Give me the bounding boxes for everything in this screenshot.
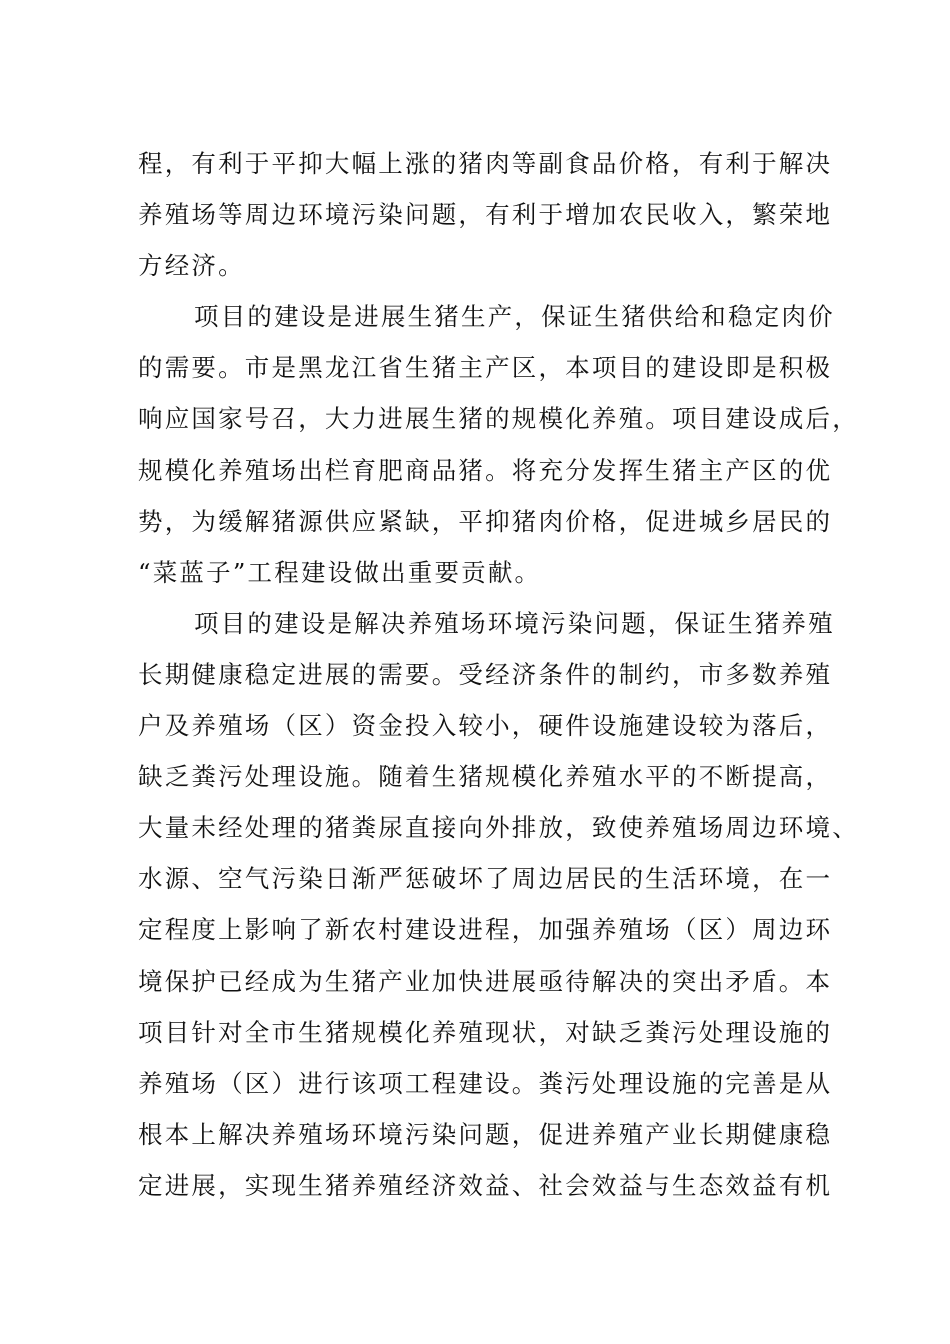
text-line: 定进展，实现生猪养殖经济效益、社会效益与生态效益有机 <box>138 1170 833 1200</box>
text-line: 境保护已经成为生猪产业加快进展亟待解决的突出矛盾。本 <box>138 966 833 996</box>
text-line: 定程度上影响了新农村建设进程，加强养殖场（区）周边环 <box>138 915 833 945</box>
text-line: 规模化养殖场出栏育肥商品猪。将充分发挥生猪主产区的优 <box>138 455 833 485</box>
text-line: 养殖场等周边环境污染问题，有利于增加农民收入，繁荣地 <box>138 200 833 230</box>
paragraph-3 <box>138 598 859 1211</box>
paragraph-1 <box>138 138 833 291</box>
text-line: 方经济。 <box>138 251 245 281</box>
text-line: 根本上解决养殖场环境污染问题，促进养殖产业长期健康稳 <box>138 1119 833 1149</box>
text-line: 项目的建设是解决养殖场环境污染问题，保证生猪养殖 <box>194 608 835 638</box>
text-line: 缺乏粪污处理设施。随着生猪规模化养殖水平的不断提高， <box>138 762 833 792</box>
text-line: 长期健康稳定进展的需要。受经济条件的制约，市多数养殖 <box>138 659 833 689</box>
text-line: “菜蓝子”工程建设做出重要贡献。 <box>138 557 542 587</box>
text-line: 项目的建设是进展生猪生产，保证生猪供给和稳定肉价 <box>194 302 835 332</box>
text-line: 响应国家号召，大力进展生猪的规模化养殖。项目建设成后， <box>138 404 859 434</box>
text-line: 程，有利于平抑大幅上涨的猪肉等副食品价格，有利于解决 <box>138 149 833 178</box>
text-line: 养殖场（区）进行该项工程建设。粪污处理设施的完善是从 <box>138 1068 833 1098</box>
text-line: 势，为缓解猪源供应紧缺，平抑猪肉价格，促进城乡居民的 <box>138 506 833 536</box>
text-line: 户及养殖场（区）资金投入较小，硬件设施建设较为落后， <box>138 711 833 741</box>
paragraph-2 <box>138 291 859 598</box>
text-line: 的需要。市是黑龙江省生猪主产区，本项目的建设即是积极 <box>138 353 833 383</box>
text-line: 大量未经处理的猪粪尿直接向外排放，致使养殖场周边环境、 <box>138 813 859 843</box>
text-line: 项目针对全市生猪规模化养殖现状，对缺乏粪污处理设施的 <box>138 1017 833 1047</box>
body-text <box>138 138 859 1211</box>
text-line: 水源、空气污染日渐严惩破坏了周边居民的生活环境，在一 <box>138 864 833 894</box>
